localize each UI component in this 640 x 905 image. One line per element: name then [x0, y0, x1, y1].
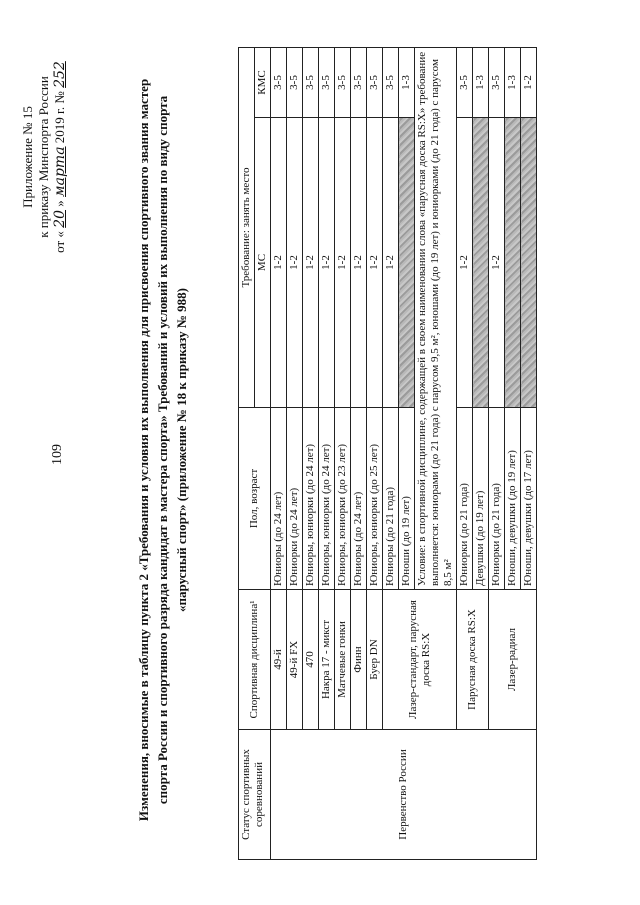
kms-cell: 3-5 [335, 48, 351, 118]
header-gender-age: Пол, возраст [239, 408, 271, 590]
ms-cell: 1-2 [457, 118, 473, 408]
gender-cell: Юниорки (до 24 лет) [287, 408, 303, 590]
gender-cell: Юноши, девушки (до 17 лет) [521, 408, 537, 590]
ms-cell: 1-2 [335, 118, 351, 408]
discipline-cell: Лазер-стандарт, парусная доска RS:X [383, 590, 457, 730]
discipline-cell: 470 [303, 590, 319, 730]
discipline-cell: Буер DN [367, 590, 383, 730]
kms-cell: 3-5 [351, 48, 367, 118]
discipline-cell: Лазер-радиал [489, 590, 537, 730]
ms-cell-shaded [505, 118, 521, 408]
condition-note: Условие: в спортивной дисциплине, содержащей в своем наименовании слова «парусная доска RS:X» требование выполняется: юниорами (до 21 года) с парусом 9,5 м², юношами (до 19 лет) и юниорками (до 21 года) с парусом 8,5 м² [415, 48, 457, 590]
discipline-cell: 49-й FX [287, 590, 303, 730]
kms-cell: 3-5 [319, 48, 335, 118]
gender-cell: Юниоры, юниорки (до 25 лет) [367, 408, 383, 590]
table-header-row [239, 48, 255, 860]
ms-cell-shaded [399, 118, 415, 408]
appendix-line2: к приказу Минспорта России [36, 76, 51, 238]
header-ms: МС [255, 118, 271, 408]
ms-cell: 1-2 [383, 118, 399, 408]
kms-cell: 3-5 [457, 48, 473, 118]
ms-cell: 1-2 [489, 118, 505, 408]
kms-cell: 3-5 [271, 48, 287, 118]
gender-cell: Юниоры (до 24 лет) [271, 408, 287, 590]
kms-cell: 1-2 [521, 48, 537, 118]
appendix-line1: Приложение № 15 [20, 106, 35, 208]
gender-cell: Юниоры (до 24 лет) [351, 408, 367, 590]
kms-cell: 3-5 [287, 48, 303, 118]
kms-cell: 3-5 [303, 48, 319, 118]
kms-cell: 1-3 [399, 48, 415, 118]
header-status: Статус спортивных соревнований [239, 730, 271, 860]
date-month: марта [52, 146, 68, 197]
ms-cell: 1-2 [351, 118, 367, 408]
gender-cell: Юниоры, юниорки (до 24 лет) [319, 408, 335, 590]
kms-cell: 3-5 [367, 48, 383, 118]
date-prefix: от « [52, 231, 67, 253]
discipline-cell: Матчевые гонки [335, 590, 351, 730]
ms-cell-shaded [521, 118, 537, 408]
gender-cell: Юниоры, юниорки (до 24 лет) [303, 408, 319, 590]
gender-cell: Юниорки (до 21 года) [457, 408, 473, 590]
discipline-cell: Накра 17 - микст [319, 590, 335, 730]
header-kms: КМС [255, 48, 271, 118]
kms-cell: 3-5 [383, 48, 399, 118]
requirements-table [238, 47, 537, 860]
kms-cell: 1-3 [473, 48, 489, 118]
document-title: Изменения, вносимые в таблицу пункта 2 «Требования и условия их выполнения для присвоения спортивного звания мастер спорта России и спортивного разряда кандидат в мастера спорта» Требований и условий их выполнения по виду спорта «парусный спорт» (приложение № 18 к приказу № 988) [136, 78, 189, 822]
ms-cell-shaded [473, 118, 489, 408]
gender-cell: Девушки (до 19 лет) [473, 408, 489, 590]
order-number: 252 [52, 61, 68, 88]
ms-cell: 1-2 [287, 118, 303, 408]
date-day: 20 [52, 209, 68, 228]
header-discipline: Спортивная дисциплина¹ [239, 590, 271, 730]
header-requirement: Требование: занять место [239, 48, 255, 408]
date-mid: » [52, 200, 67, 207]
gender-cell: Юниоры (до 21 года) [383, 408, 399, 590]
page-number: 109 [50, 444, 65, 465]
discipline-cell: Финн [351, 590, 367, 730]
gender-cell: Юниорки (до 21 года) [489, 408, 505, 590]
kms-cell: 1-3 [505, 48, 521, 118]
ms-cell: 1-2 [319, 118, 335, 408]
ms-cell: 1-2 [303, 118, 319, 408]
ms-cell: 1-2 [271, 118, 287, 408]
kms-cell: 3-5 [489, 48, 505, 118]
gender-cell: Юноши, девушки (до 19 лет) [505, 408, 521, 590]
table-row [271, 48, 287, 860]
gender-cell: Юноши (до 19 лет) [399, 408, 415, 590]
appendix-date-line [52, 37, 68, 277]
date-year: 2019 г. № [52, 91, 67, 144]
gender-cell: Юниоры, юниорки (до 23 лет) [335, 408, 351, 590]
discipline-cell: 49-й [271, 590, 287, 730]
ms-cell: 1-2 [367, 118, 383, 408]
appendix-block [20, 37, 68, 277]
status-cell: Первенство России [271, 730, 537, 860]
discipline-cell: Парусная доска RS:X [457, 590, 489, 730]
